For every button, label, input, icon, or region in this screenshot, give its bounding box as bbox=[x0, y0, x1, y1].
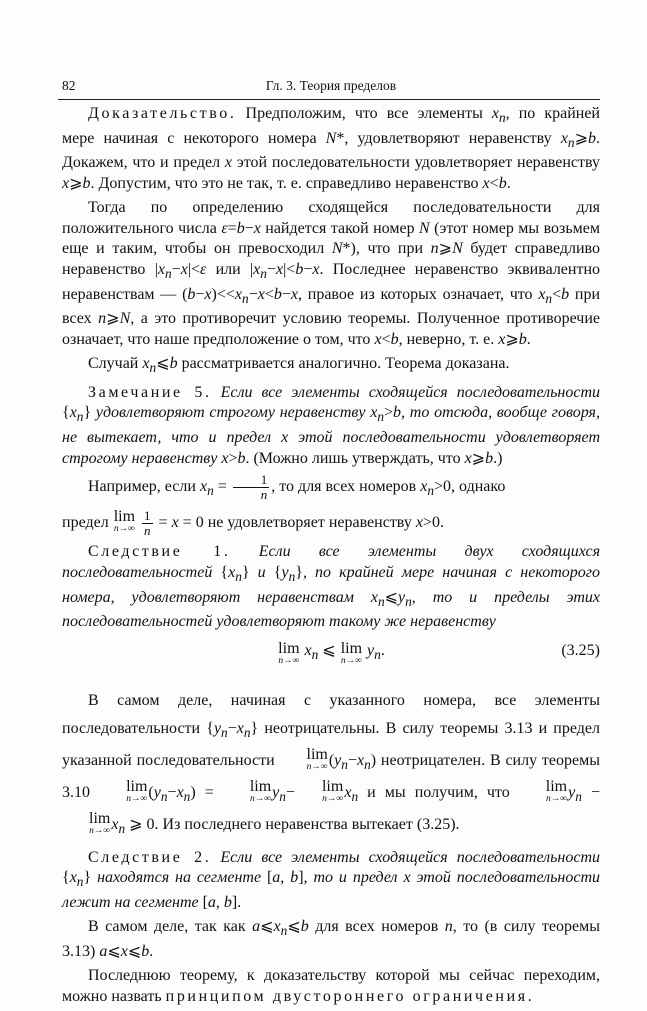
text: . Из последнего неравенства вытекает (3.25). bbox=[154, 816, 460, 834]
formula-3-25: lim n→∞ $x_n$ ⩽ lim n→∞ $y_n$. (3.25) bbox=[278, 639, 600, 666]
proof-heading: Доказательство. bbox=[88, 105, 237, 122]
paragraph-example-limit: предел lim n→∞ $\frac{1}{n}$ = x = 0 не удовлетворяет неравенству x>0. bbox=[62, 508, 444, 539]
paragraph-corollary-1-proof: В самом деле, начиная с указанного номера, все элементы последовательности $\{y_n-x_n\}$ неотрицательны. В силу теоремы 3.13 и предел указанной последовательности lim n→∞ $(y_n-x_n)$ неотрицателен. В силу теоремы 3.10 lim n→∞ $(y_n-x_n) = \lim$ n→∞ $y_n- \lim$ n→∞ $x_n$ и мы получим, что lim n→∞ $y_n - \lim$ n→∞ $x_n$ ⩾ 0. Из последнего неравенства вытекает (3.25). bbox=[62, 691, 600, 837]
text: Если все элементы сходящейся последовательности bbox=[211, 383, 601, 401]
text: . bbox=[237, 893, 242, 911]
text: Последнюю теорему, к доказательству которой мы сейчас переходим, можно назвать bbox=[62, 967, 600, 1005]
text: . bbox=[527, 987, 532, 1005]
text: Предположим, что все элементы bbox=[236, 105, 492, 122]
text: ), что при bbox=[350, 240, 431, 258]
text: и мы получим, что bbox=[358, 784, 519, 802]
limit-operator: lim n→∞ bbox=[306, 746, 328, 773]
text: , то и пределы этих последовательностей удовлетворяют такому же неравенству bbox=[62, 588, 601, 631]
text: этой последовательности удовлетворяет неравенству bbox=[232, 154, 600, 172]
text: , удовлетворяют неравенству bbox=[344, 129, 561, 147]
paragraph-corollary-2-proof: В самом деле, так как $a⩽x_n⩽b$ для всех номеров n, то (в силу теоремы 3.13) a⩽x⩽b. bbox=[62, 918, 601, 960]
limit-operator: lim n→∞ bbox=[340, 639, 363, 666]
header-rule bbox=[58, 99, 600, 100]
fraction-1-over-n: $\frac{1}{n}$ bbox=[233, 473, 270, 502]
text: находятся на сегменте bbox=[91, 869, 267, 887]
text: . (Можно лишь утверждать, что bbox=[245, 449, 465, 467]
text: , то (в силу теоремы 3.13) bbox=[62, 918, 601, 960]
text: Случай bbox=[88, 355, 143, 373]
limit-operator: lim n→∞ bbox=[321, 778, 344, 805]
text: . bbox=[506, 174, 511, 192]
fraction-1-over-n: $\frac{1}{n}$ bbox=[144, 508, 151, 539]
text: неотрицательны. В силу теоремы 3.13 и предел указанной последовательности bbox=[62, 719, 600, 770]
text: и bbox=[249, 563, 274, 581]
text: , неверно, т. е. bbox=[398, 330, 499, 348]
text: В самом деле, так как bbox=[88, 918, 253, 936]
text: . Допустим, что это не так, т. е. справедливо неравенство bbox=[90, 174, 483, 192]
paragraph-remark: Замечание 5. Если все элементы сходящейся последовательности $\{x_n\}$ удовлетворяют строгому неравенству $x_n>b$, то отсюда, вообще говоря, не вытекает, что и предел x этой последовательности удовлетворяет строгому неравенству x>b. (Можно лишь утверждать, что x⩾b.) bbox=[62, 383, 601, 467]
text: предел bbox=[62, 514, 113, 532]
limit-operator: lim n→∞ bbox=[545, 778, 568, 805]
text: или bbox=[206, 260, 250, 278]
text: . bbox=[526, 330, 531, 348]
text: , то для всех номеров bbox=[271, 478, 421, 496]
limit-operator: lim n→∞ bbox=[113, 508, 136, 535]
text: Если все элементы двух сходящихся последовательностей bbox=[62, 543, 601, 581]
text: для всех номеров bbox=[308, 918, 445, 936]
text: Например, если bbox=[88, 478, 200, 496]
text: (этот номер мы возьмем еще и таким, чтобы он превосходил bbox=[62, 219, 601, 258]
text: не удовлетворяет неравенству bbox=[203, 514, 416, 532]
page-number: 82 bbox=[62, 78, 76, 93]
corollary-2-heading: Следствие 2. bbox=[88, 848, 212, 866]
text: рассматривается аналогично. Теорема доказана. bbox=[177, 355, 510, 373]
text: , однако bbox=[451, 478, 506, 496]
principle-term: принципом двустороннего ограничения bbox=[165, 987, 528, 1005]
paragraph-corollary-2: Следствие 2. Если все элементы сходящейся последовательности $\{x_n\}$ находятся на сегменте [a, b], то и предел x этой последовательности лежит на сегменте [a, b]. bbox=[62, 848, 601, 911]
paragraph-definition: Тогда по определению сходящейся последовательности для положительного числа ε=b−x найдется такой номер N (этот номер мы возьмем еще и таким, чтобы он превосходил N*), что при n⩾N будет справедливо неравенство $|x_n-x|<\varepsilon$ или $|x_n-x|<b-x$. Последнее неравенство эквивалентно неравенствам — $(b-x)<<x_n-x<b-x$, правое из которых означает, что $x_n<b$ при всех n⩾N, а это противоречит условию теоремы. Полученное противоречие означает, что наше предположение о том, что x<b, неверно, т. е. x⩾b. bbox=[62, 199, 601, 348]
text: удовлетворяют строгому неравенству bbox=[91, 404, 371, 422]
text: . bbox=[439, 514, 444, 532]
paragraph-corollary-1: Следствие 1. Если все элементы двух сходящихся последовательностей $\{x_n\}$ и $\{y_n\}$, по крайней мере начиная с некоторого номера, удовлетворяют неравенствам $x_n⩽y_n$, то и пределы этих последовательностей удовлетворяют такому же неравенству bbox=[62, 543, 601, 631]
limit-operator: lim n→∞ bbox=[89, 810, 111, 837]
page-header bbox=[62, 76, 600, 96]
text: В самом деле, начиная с указанного номера, все элементы последовательности bbox=[62, 691, 600, 737]
limit-operator: lim n→∞ bbox=[249, 778, 272, 805]
remark-heading: Замечание 5. bbox=[88, 383, 212, 401]
text: , а это противоречит условию теоремы. Полученное противоречие означает, что наше предположение о том, что bbox=[62, 310, 601, 348]
text: при всех bbox=[62, 285, 601, 328]
text: найдется такой номер bbox=[260, 219, 420, 237]
text: , правое из которых означает, что bbox=[298, 285, 539, 303]
text: , то отсюда, вообще говоря, не вытекает, что и предел x этой последовательности удовлетворяет строгому неравенству bbox=[62, 404, 600, 467]
running-title: Гл. 3. Теория пределов bbox=[265, 78, 397, 93]
paragraph-example: Например, если $x_n$ = $\frac{1}{n}$ , то для всех номеров $x_n>0$, однако bbox=[88, 472, 506, 503]
paragraph-case: Случай $x_n⩽b$ рассматривается аналогично. Теорема доказана. bbox=[88, 355, 510, 376]
text: . Последнее неравенство эквивалентно неравенствам — bbox=[62, 260, 601, 303]
text: .) bbox=[493, 449, 503, 467]
text: , по крайней мере начиная с некоторого номера bbox=[62, 105, 600, 147]
text: , то и предел x этой последовательности лежит на сегменте bbox=[62, 869, 600, 911]
text: неотрицателен. В силу теоремы 3.10 bbox=[62, 752, 600, 802]
paragraph-last-theorem bbox=[62, 966, 600, 1007]
text: Тогда по определению сходящейся последовательности для положительного числа bbox=[62, 199, 600, 237]
text: будет справедливо неравенство bbox=[62, 240, 600, 278]
limit-operator: lim n→∞ bbox=[126, 778, 148, 805]
paragraph-proof: Доказательство. Предположим, что все элементы $x_n$, по крайней мере начиная с некоторого номера N*, удовлетворяют неравенству $x_n⩾b$. Докажем, что и предел x этой последовательности удовлетворяет неравенству x⩾b. Допустим, что это не так, т. е. справедливо неравенство x<b. bbox=[62, 105, 600, 192]
text: . Докажем, что и предел bbox=[62, 129, 600, 172]
page-body bbox=[62, 104, 600, 1011]
corollary-1-heading: Следствие 1. bbox=[88, 543, 231, 561]
text: . bbox=[149, 942, 154, 960]
equation-number: (3.25) bbox=[561, 641, 600, 659]
text: , по крайней мере начиная с некоторого номера, удовлетворяют неравенствам bbox=[62, 563, 601, 606]
limit-operator: lim n→∞ bbox=[278, 639, 300, 666]
text: Если все элементы сходящейся последовательности bbox=[211, 848, 601, 866]
